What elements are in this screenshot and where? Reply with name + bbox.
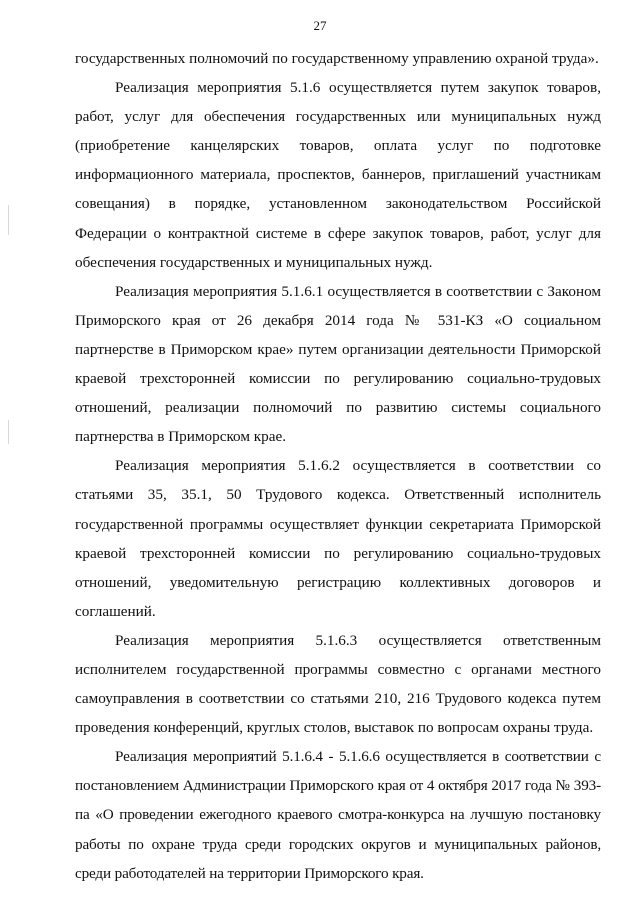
document-body bbox=[75, 44, 601, 888]
paragraph-events-5-1-6-4-to-6: Реализация мероприятий 5.1.6.4 - 5.1.6.6 осуществляется в соответствии с постановлением Администрации Приморского края от 4 октября 2017 года № 393-па «О проведении ежегодного краевого смотра-конкурса на лучшую постановку работы по охране труда среди городских округов и муниципальных районов, среди работодателей на территории Приморского края. bbox=[75, 748, 601, 882]
paragraph-event-5-1-6-2: Реализация мероприятия 5.1.6.2 осуществляется в соответствии со статьями 35, 35.1, 50 Трудового кодекса. Ответственный исполнитель государственной программы осуществляет функции секретариата Приморской краевой трехсторонней комиссии по регулированию социально-трудовых отношений, уведомительную регистрацию коллективных договоров и соглашений. bbox=[75, 457, 601, 620]
paragraph-event-5-1-6-3: Реализация мероприятия 5.1.6.3 осуществляется ответственным исполнителем государственной программы совместно с органами местного самоуправления в соответствии со статьями 210, 216 Трудового кодекса путем проведения конференций, круглых столов, выставок по вопросам охраны труда. bbox=[75, 631, 601, 737]
scan-margin-mark bbox=[8, 420, 9, 444]
paragraph-event-5-1-6-1: Реализация мероприятия 5.1.6.1 осуществляется в соответствии с Законом Приморского края от 26 декабря 2014 года № 531-КЗ «О социальном партнерстве в Приморском крае» путем организации деятельности Приморской краевой трехсторонней комиссии по регулированию социально-трудовых отношений, реализации полномочий по развитию системы социального партнерства в Приморском крае. bbox=[75, 282, 601, 446]
paragraph-continuation: государственных полномочий по государственному управлению охраной труда». bbox=[75, 50, 599, 67]
scan-margin-mark bbox=[8, 205, 9, 235]
paragraph-event-5-1-6: Реализация мероприятия 5.1.6 осуществляется путем закупок товаров, работ, услуг для обеспечения государственных или муниципальных нужд (приобретение канцелярских товаров, оплата услуг по подготовке информационного материала, проспектов, баннеров, приглашений участникам совещания) в порядке, установленном законодательством Российской Федерации о контрактной системе в сфере закупок товаров, работ, услуг для обеспечения государственных и муниципальных нужд. bbox=[75, 79, 601, 271]
page-number: 27 bbox=[313, 18, 327, 33]
